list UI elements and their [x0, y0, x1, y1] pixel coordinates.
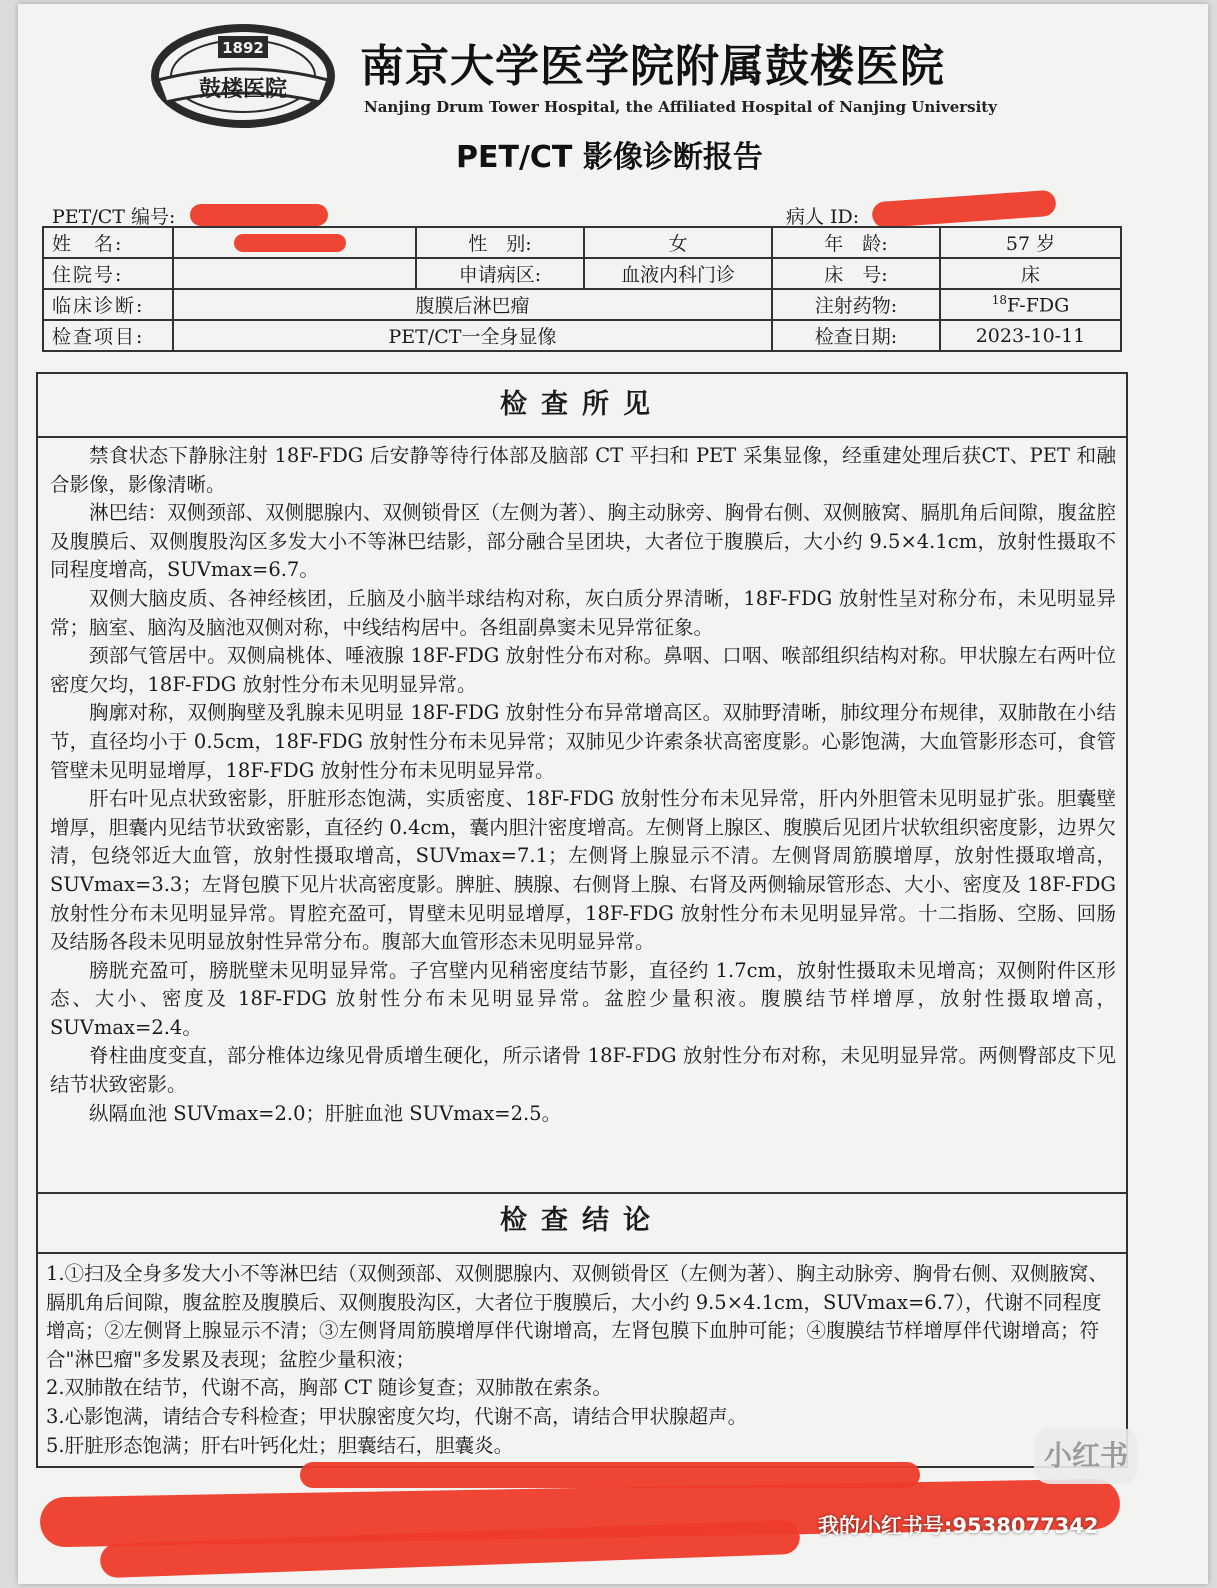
- petct-number-label: PET/CT 编号:: [52, 206, 176, 228]
- conclusion-item: 5.肝脏形态饱满；肝右叶钙化灶；胆囊结石，胆囊炎。: [46, 1433, 514, 1457]
- conclusion-heading: 检查结论: [38, 1190, 1126, 1254]
- gender-label: 性 别:: [416, 227, 584, 258]
- drug-name: F-FDG: [1006, 294, 1070, 317]
- bed-label: 床 号:: [772, 258, 940, 289]
- age-label: 年 龄:: [772, 227, 940, 258]
- conclusion-item: 3.心影饱满，请结合专科检查；甲状腺密度欠均，代谢不高，请结合甲状腺超声。: [46, 1404, 748, 1428]
- drug-value: [940, 289, 1121, 320]
- findings-heading: 检查所见: [38, 374, 1126, 438]
- hospital-name-cn: 南京大学医学院附属鼓楼医院: [360, 41, 945, 92]
- logo-name: 鼓楼医院: [198, 76, 288, 102]
- conclusion-item: 2.双肺散在结节，代谢不高，胸部 CT 随诊复查；双肺散在索条。: [46, 1376, 612, 1400]
- findings-paragraph: 胸廓对称，双侧胸壁及乳腺未见明显 18F-FDG 放射性分布异常增高区。双肺野清晰，肺纹理分布规律，双肺散在小结节，直径均小于 0.5cm，18F-FDG 放射性分布未见异常；双肺见少许索条状高密度影。心影饱满，大血管影形态可，食管管壁未见明显增厚，18F-FDG 放射性分布未见明显异常。: [50, 701, 1116, 782]
- findings-body: [38, 438, 1126, 1128]
- name-label: 姓 名:: [43, 227, 173, 258]
- exam-value: PET/CT一全身显像: [173, 320, 772, 351]
- conclusion-section: [36, 1190, 1128, 1468]
- findings-paragraph: 禁食状态下静脉注射 18F-FDG 后安静等待行体部及脑部 CT 平扫和 PET 采集显像，经重建处理后获CT、PET 和融合影像，影像清晰。: [50, 444, 1116, 496]
- findings-paragraph: 脊柱曲度变直，部分椎体边缘见骨质增生硬化，所示诸骨 18F-FDG 放射性分布对称，未见明显异常。两侧臀部皮下见结节状致密影。: [50, 1044, 1116, 1097]
- conclusion-body: [38, 1254, 1126, 1460]
- xiaohongshu-account: 我的小红书号:9538077342: [818, 1514, 1099, 1538]
- diagnosis-label: 临床诊断:: [43, 289, 173, 320]
- name-value: [173, 227, 416, 258]
- date-value: 2023-10-11: [940, 320, 1121, 351]
- findings-paragraph: 颈部气管居中。双侧扁桃体、唾液腺 18F-FDG 放射性分布对称。鼻咽、口咽、喉部组织结构对称。甲状腺左右两叶位密度欠均，18F-FDG 放射性分布未见明显异常。: [50, 644, 1116, 696]
- bed-value: 床: [940, 258, 1121, 289]
- findings-paragraph: 双侧大脑皮质、各神经核团，丘脑及小脑半球结构对称，灰白质分界清晰，18F-FDG 放射性呈对称分布，未见明显异常；脑室、脑沟及脑池双侧对称，中线结构居中。各组副鼻窦未见异常征象。: [50, 586, 1116, 639]
- report-title: PET/CT 影像诊断报告: [456, 140, 763, 175]
- gender-value: 女: [584, 227, 772, 258]
- exam-label: 检查项目:: [43, 320, 173, 351]
- findings-section: [36, 372, 1128, 1194]
- admission-value: [173, 258, 416, 289]
- findings-paragraph: 肝右叶见点状致密影，肝脏形态饱满，实质密度、18F-FDG 放射性分布未见异常，肝内外胆管未见明显扩张。胆囊壁增厚，胆囊内见结节状致密影，直径约 0.4cm，囊内胆汁密度增高。左侧肾上腺区、腹膜后见团片状软组织密度影，边界欠清，包绕邻近大血管，放射性摄取增高，SUVmax=7.1；左侧肾上腺显示不清。左侧肾周筋膜增厚，放射性摄取增高，SUVmax=3.3；左肾包膜下见片状高密度影。脾脏、胰腺、右侧肾上腺、右肾及两侧输尿管形态、大小、密度及 18F-FDG 放射性分布未见明显异常。胃腔充盈可，胃壁未见明显增厚，18F-FDG 放射性分布未见明显异常。十二指肠、空肠、回肠及结肠各段未见明显放射性异常分布。腹部大血管形态未见明显异常。: [50, 787, 1116, 954]
- patient-info-table: [42, 226, 1122, 352]
- admission-label: 住院号:: [43, 258, 173, 289]
- xiaohongshu-badge: 小红书: [1034, 1428, 1138, 1484]
- drug-label: 注射药物:: [772, 289, 940, 320]
- drug-superscript: 18: [991, 292, 1007, 307]
- hospital-logo: [148, 18, 338, 130]
- ward-label: 申请病区:: [416, 258, 584, 289]
- age-value: 57 岁: [940, 227, 1121, 258]
- logo-year: 1892: [222, 39, 264, 57]
- ward-value: 血液内科门诊: [584, 258, 772, 289]
- conclusion-item: 1.①扫及全身多发大小不等淋巴结（双侧颈部、双侧腮腺内、双侧锁骨区（左侧为著）、胸主动脉旁、胸骨右侧、双侧腋窝、膈肌角后间隙，腹盆腔及腹膜后、双侧腹股沟区，大者位于腹膜后，大小约 9.5×4.1cm，SUVmax=6.7），代谢不同程度增高；②左侧肾上腺显示不清；③左侧肾周筋膜增厚伴代谢增高，左肾包膜下血肿可能；④腹膜结节样增厚伴代谢增高；符合"淋巴瘤"多发累及表现；盆腔少量积液；: [46, 1262, 1108, 1371]
- redaction-mark: [234, 234, 346, 252]
- date-label: 检查日期:: [772, 320, 940, 351]
- findings-paragraph: 纵隔血池 SUVmax=2.0；肝脏血池 SUVmax=2.5。: [89, 1101, 562, 1125]
- findings-paragraph: 膀胱充盈可，膀胱壁未见明显异常。子宫壁内见稍密度结节影，直径约 1.7cm，放射性摄取未见增高；双侧附件区形态、大小、密度及 18F-FDG 放射性分布未见明显异常。盆腔少量积液。腹膜结节样增厚，放射性摄取增高，SUVmax=2.4。: [50, 958, 1116, 1039]
- patient-id-label: 病人 ID:: [786, 206, 860, 228]
- redaction-mark: [190, 204, 328, 226]
- diagnosis-value: 腹膜后淋巴瘤: [173, 289, 772, 320]
- findings-paragraph: 淋巴结：双侧颈部、双侧腮腺内、双侧锁骨区（左侧为著）、胸主动脉旁、胸骨右侧、双侧腋窝、膈肌角后间隙，腹盆腔及腹膜后、双侧腹股沟区多发大小不等淋巴结影，部分融合呈团块，大者位于腹膜后，大小约 9.5×4.1cm，放射性摄取不同程度增高，SUVmax=6.7。: [50, 501, 1116, 582]
- hospital-name-en: Nanjing Drum Tower Hospital, the Affiliated Hospital of Nanjing University: [364, 98, 997, 116]
